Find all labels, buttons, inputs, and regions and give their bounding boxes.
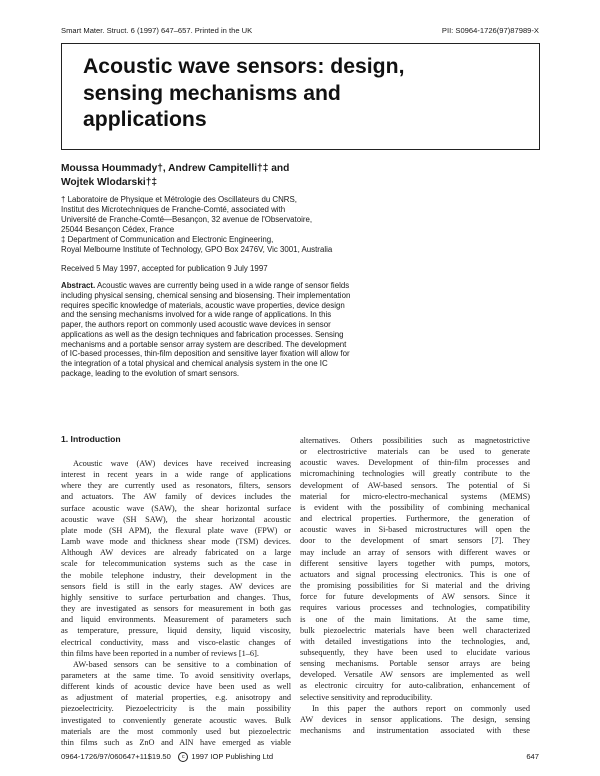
body-line: scale for telecommunication systems such as the case in — [61, 559, 291, 569]
page-number: 647 — [526, 752, 539, 761]
body-line: the promising possibilities for Si material and the driving — [300, 581, 530, 591]
body-line: micromachining technologies will greatly contribute to the — [300, 469, 530, 479]
affiliations — [61, 195, 332, 256]
abstract-line: and the sensing mechanisms involved for a wide range of applications. In this — [61, 310, 332, 320]
body-line: they are investigated as sensors for measurement in both gas — [61, 604, 291, 614]
body-line: interest in recent years in a wide range of applications — [61, 470, 291, 480]
body-line: as temperature, pressure, liquid density, liquid viscosity, — [61, 626, 291, 636]
journal-citation: Smart Mater. Struct. 6 (1997) 647–657. Printed in the UK — [61, 26, 253, 35]
body-line: sensors field is still in the early stages. AW devices are — [61, 581, 291, 591]
author-list — [61, 162, 289, 190]
abstract-line: package, leading to the evolution of smart sensors. — [61, 368, 240, 378]
title-line: Acoustic wave sensors: design, — [83, 55, 405, 78]
publisher-line: 1997 IOP Publishing Ltd — [191, 752, 274, 761]
copyright-icon: c — [178, 752, 188, 762]
body-line: developed. Versatile AW sensors are implemented as well — [300, 670, 530, 680]
body-line: or electrostrictive materials can be used to generate — [300, 447, 530, 457]
body-line: sensing mechanisms. Portable sensor arrays are being — [300, 659, 530, 669]
affiliation-line: 25044 Besançon Cédex, France — [61, 225, 175, 235]
body-line: as electronic circuitry for auto-calibration, enhancement of — [300, 681, 530, 691]
body-line: actuators and signal processing electronics. This is one of — [300, 569, 530, 579]
footer-left — [61, 752, 273, 762]
body-line: subsequently, they have been used to elucidate various — [300, 647, 530, 657]
affiliation-line: Royal Melbourne Institute of Technology, GPO Box 2476V, Vic 3001, Australia — [61, 245, 333, 255]
body-line: Acoustic wave (AW) devices have received increasing — [73, 459, 291, 468]
body-line: plate mode (SH APM), the flexural plate wave (FPW) or — [61, 525, 291, 535]
running-header — [61, 26, 539, 35]
pii-code: PII: S0964-1726(97)87989-X — [441, 26, 539, 35]
affiliation-line: † Laboratoire de Physique et Métrologie des Oscillateurs du CNRS, — [61, 195, 297, 204]
body-line: AW-based sensors can be sensitive to a combination of — [73, 659, 291, 669]
body-line: Although AW devices are already fabricated on a large — [61, 548, 291, 558]
body-line: thin films such as ZnO and AlN have emerged as viable — [61, 737, 291, 747]
abstract-line: paper, the authors report on commonly used acoustic wave devices in sensor — [61, 320, 331, 329]
body-line: different kinds of acoustic device have been used as well — [61, 682, 291, 692]
body-line: parameters at the same time. To avoid sensitivity overlaps, — [61, 670, 291, 680]
body-line: piezoelectricity. Piezoelectricity is the main possibility — [61, 704, 291, 714]
body-line: door to the development of smart sensors [7]. They — [300, 536, 530, 546]
body-line: and electrical properties. Furthermore, the generation of — [300, 514, 530, 524]
abstract-text: Acoustic waves are currently being used in a wide range of sensor fields — [96, 281, 350, 290]
body-line: Lamb wave mode and thickness shear mode (TSM) devices. — [61, 537, 291, 547]
body-line: as adjustment of material properties, e.g. anisotropy and — [61, 693, 291, 703]
body-line: force for future developments of AW sensors. Since it — [300, 592, 530, 602]
body-line: with detailed investigations into the technologies, and, — [300, 636, 530, 646]
abstract-label: Abstract. — [61, 281, 96, 290]
body-line: different sensitive layers together with pumps, motors, — [300, 558, 530, 568]
title-box — [61, 43, 540, 150]
received-dates: Received 5 May 1997, accepted for publication 9 July 1997 — [61, 264, 268, 273]
article-title — [83, 54, 539, 134]
body-line: bulk piezoelectric materials have been well characterized — [300, 625, 530, 635]
abstract-line — [61, 281, 379, 291]
page-footer — [61, 752, 539, 762]
body-line: and actuators. The AW family of devices includes the — [61, 492, 291, 502]
body-line: alternatives. Others possibilities such as magnetostrictive — [300, 436, 530, 445]
section-heading: 1. Introduction — [61, 434, 121, 444]
body-line: is evident with the possibility of combining mechanical — [300, 502, 530, 512]
abstract — [61, 281, 379, 379]
body-column-left — [61, 458, 291, 748]
body-line: selective sensitivity and reproducibility. — [300, 692, 433, 702]
body-line: surface acoustic wave (SAW), the shear horizontal surface — [61, 503, 291, 513]
author-line: Wojtek Wlodarski†‡ — [61, 177, 158, 188]
abstract-line: requires specific knowledge of materials, acoustic wave properties, device design — [61, 300, 345, 310]
body-line: is one of the main limitations. At the same time, — [300, 614, 530, 624]
title-line: applications — [83, 108, 207, 131]
abstract-line: applications as well as the design techniques and fabrication processes. Sensing — [61, 329, 344, 339]
body-line: materials are the most commonly used but piezoelectric — [61, 726, 291, 736]
author-line: Moussa Hoummady†, Andrew Campitelli†‡ and — [61, 163, 290, 174]
body-line: In this paper the authors report on commonly used — [312, 703, 530, 713]
affiliation-line: ‡ Department of Communication and Electronic Engineering, — [61, 235, 274, 245]
body-line: mechanisms and instrumentation associated with these — [300, 726, 530, 736]
affiliation-line: Institut des Microtechniques de Franche-Comté, associated with — [61, 205, 286, 215]
body-line: where they are currently used as resonators, filters, sensors — [61, 481, 291, 491]
abstract-line: mechanisms and a portable sensor array system are described. The development — [61, 339, 347, 349]
body-line: investigated to conveniently generate acoustic waves. Bulk — [61, 715, 291, 725]
abstract-line: the integration of a total physical and chemical analysis system in the one IC — [61, 359, 328, 368]
abstract-line: including physical sensing, chemical sensing and biosensing. Their implementation — [61, 290, 351, 300]
body-line: thin films have been reported in a number of reviews [1–6]. — [61, 648, 259, 658]
body-line: electrical conductivity, mass and visco-elastic changes of — [61, 637, 291, 647]
body-line: requires various processes and technologies, compatibility — [300, 603, 530, 613]
body-line: and liquid environments. Measurement of parameters such — [61, 615, 291, 625]
body-line: the mobile telephone industry, their development in the — [61, 570, 291, 580]
body-line: may include an array of sensors with different waves or — [300, 547, 530, 557]
body-line: highly sensitive to surface perturbation and changes. Thus, — [61, 592, 291, 602]
body-line: material for micro-electro-mechanical systems (MEMS) — [300, 491, 530, 501]
abstract-line: of IC-based processes, thin-film deposition and sensitive layer fixation will allow for — [61, 349, 350, 359]
body-column-right — [300, 435, 530, 736]
issn-code: 0964-1726/97/060647+11$19.50 — [61, 752, 171, 761]
title-line: sensing mechanisms and — [83, 81, 341, 105]
body-line: acoustic waves in Si-based microstructures will open the — [300, 525, 530, 535]
body-line: acoustic wave (SH SAW), the shear horizontal acoustic — [61, 514, 291, 524]
affiliation-line: Université de Franche-Comté—Besançon, 32 avenue de l'Observatoire, — [61, 215, 313, 225]
body-line: AW devices in sensor applications. The design, sensing — [300, 714, 530, 724]
body-line: acoustic waves. Development of thin-film processes and — [300, 458, 530, 468]
body-line: development of AW-based sensors. The potential of Si — [300, 480, 530, 490]
